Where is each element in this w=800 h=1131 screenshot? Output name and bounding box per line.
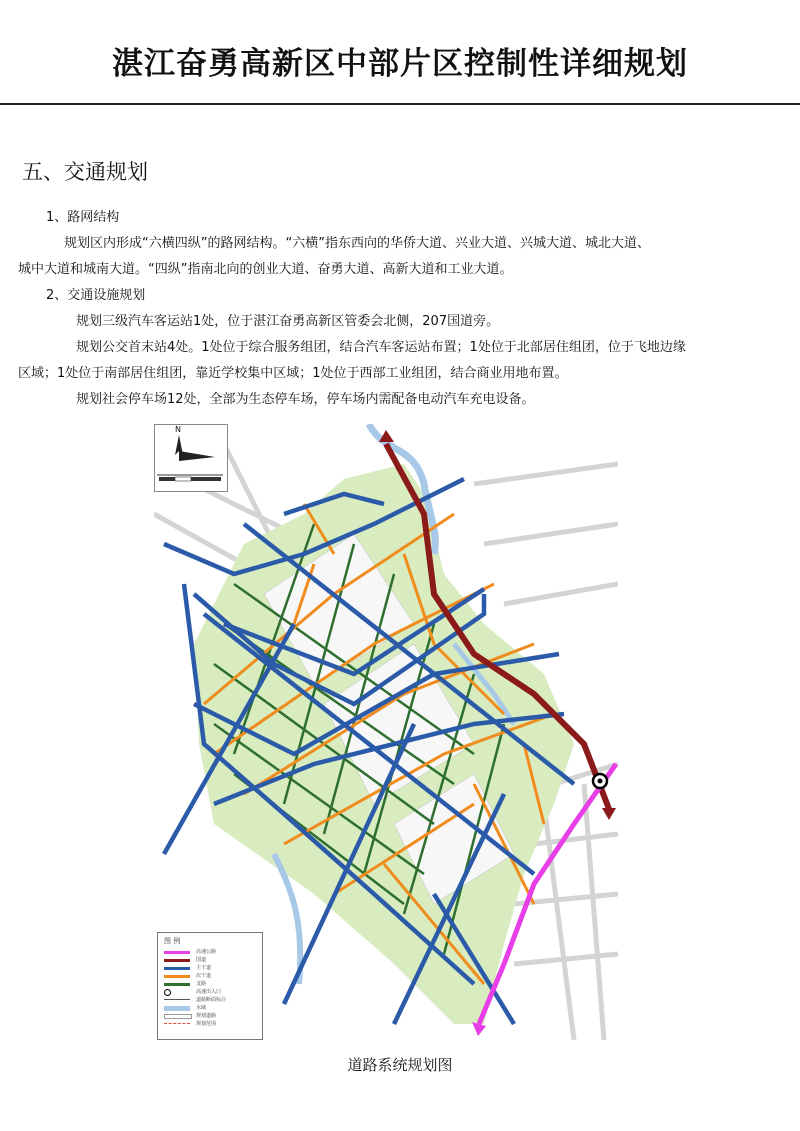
legend-item [164,1005,259,1012]
legend-item [164,949,259,956]
legend-label: 规划道路 [196,1013,217,1019]
legend-label: 高速出入口 [196,989,222,995]
paragraph: 区域；1处位于南部居住组团，靠近学校集中区域；1处位于西部工业组团，结合商业用地布置。 [18,366,568,381]
compass-north-label: N [175,425,181,434]
legend-item [164,973,259,980]
map-legend [157,932,263,1040]
legend-swatch [164,959,190,962]
body-text [18,205,776,413]
legend-swatch [164,967,190,970]
legend-label: 主干道 [196,965,212,971]
legend-label: 次干道 [196,973,212,979]
legend-item [164,957,259,964]
legend-item [164,1021,259,1028]
legend-swatch [164,975,190,978]
paragraph: 规划社会停车场12处，全部为生态停车场，停车场内需配备电动汽车充电设备。 [76,392,535,407]
legend-label: 道路断面标注 [196,997,227,1003]
compass-scale-box [154,424,228,492]
legend-swatch [164,983,190,986]
legend-item [164,989,259,996]
document-title: 湛江奋勇高新区中部片区控制性详细规划 [112,46,688,82]
legend-swatch [164,1014,192,1019]
legend-item [164,997,259,1004]
paragraph-heading-road-network: 1、路网结构 [46,210,120,225]
legend-swatch [164,989,171,996]
section-heading: 五、交通规划 [22,160,148,184]
north-arrow-icon [155,425,227,491]
paragraph-heading-facilities: 2、交通设施规划 [46,288,146,303]
legend-label: 支路 [196,981,207,987]
title-divider [0,103,800,105]
legend-swatch [164,1006,190,1011]
road-system-map [154,424,618,1040]
legend-swatch [164,999,190,1000]
legend-item [164,1013,259,1020]
paragraph: 规划三级汽车客运站1处，位于湛江奋勇高新区管委会北侧，207国道旁。 [76,314,500,329]
legend-item [164,965,259,972]
legend-label: 高速公路 [196,949,217,955]
paragraph: 城中大道和城南大道。“四纵”指南北向的创业大道、奋勇大道、高新大道和工业大道。 [18,262,513,277]
legend-label: 国道 [196,957,207,963]
paragraph: 规划区内形成“六横四纵”的路网结构。“六横”指东西向的华侨大道、兴业大道、兴城大道、城北大道、 [64,236,650,251]
legend-title: 图 例 [164,937,181,945]
legend-swatch [164,951,190,954]
legend-item [164,981,259,988]
legend-swatch [164,1023,190,1024]
paragraph: 规划公交首末站4处。1处位于综合服务组团，结合汽车客运站布置；1处位于北部居住组团，位于飞地边缘 [76,340,686,355]
map-caption: 道路系统规划图 [347,1056,453,1074]
legend-label: 规划范围 [196,1021,217,1027]
legend-label: 水域 [196,1005,207,1011]
